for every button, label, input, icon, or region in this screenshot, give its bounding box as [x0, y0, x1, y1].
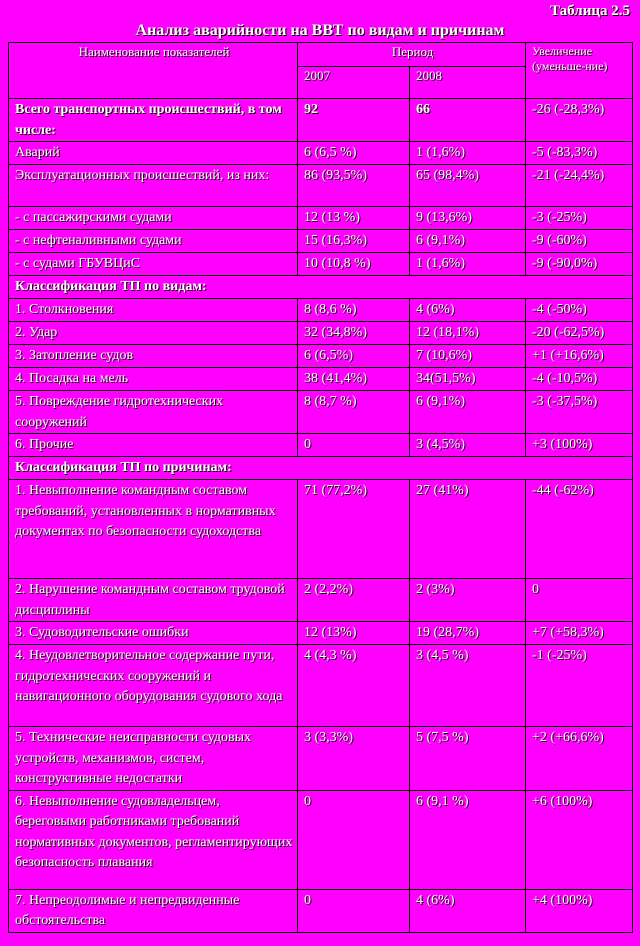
table-row: [9, 790, 633, 889]
header-year-2008: 2008: [410, 67, 526, 99]
table-number: Таблица 2.5: [550, 3, 630, 19]
value-2007: 2 (2,2%): [298, 579, 410, 622]
row-label: 6. Прочие: [9, 434, 298, 457]
section-title-types: Классификация ТП по видам:: [9, 276, 633, 299]
value-change: -44 (-62%): [526, 480, 633, 579]
row-label: Аварий: [9, 142, 298, 165]
value-2007: 0: [298, 790, 410, 889]
table-row: [9, 645, 633, 727]
table-row: [9, 299, 633, 322]
row-label: 4. Посадка на мель: [9, 368, 298, 391]
value-2008: 9 (13,6%): [410, 207, 526, 230]
row-label: 2. Нарушение командным составом трудовой дисциплины: [9, 579, 298, 622]
value-change: +7 (+58,3%): [526, 622, 633, 645]
value-2008: 4 (6%): [410, 889, 526, 932]
value-2007: 15 (16,3%): [298, 230, 410, 253]
value-change: -3 (-25%): [526, 207, 633, 230]
table-row: [9, 889, 633, 932]
table-row: [9, 579, 633, 622]
value-2008: 66: [410, 99, 526, 142]
value-2007: 12 (13 %): [298, 207, 410, 230]
value-change: -9 (-90,0%): [526, 253, 633, 276]
value-2007: 0: [298, 889, 410, 932]
value-change: -20 (-62,5%): [526, 322, 633, 345]
header-indicator: Наименование показателей: [9, 43, 298, 99]
value-2007: 8 (8,6 %): [298, 299, 410, 322]
value-2008: 2 (3%): [410, 579, 526, 622]
value-2008: 1 (1,6%): [410, 253, 526, 276]
value-change: +1 (+16,6%): [526, 345, 633, 368]
section-row: [9, 276, 633, 299]
value-2008: 7 (10,6%): [410, 345, 526, 368]
value-2007: 92: [298, 99, 410, 142]
value-2007: 12 (13%): [298, 622, 410, 645]
value-2007: 86 (93,5%): [298, 165, 410, 207]
value-2007: 32 (34,8%): [298, 322, 410, 345]
table-row: [9, 142, 633, 165]
value-2008: 5 (7,5 %): [410, 727, 526, 791]
value-2008: 34(51,5%): [410, 368, 526, 391]
row-label: 1. Невыполнение командным составом требований, установленных в нормативных документах по безопасности судоходства: [9, 480, 298, 579]
value-2008: 4 (6%): [410, 299, 526, 322]
table-title: Анализ аварийности на ВВТ по видам и причинам: [135, 22, 505, 39]
value-2008: 1 (1,6%): [410, 142, 526, 165]
value-change: -4 (-10,5%): [526, 368, 633, 391]
value-2007: 8 (8,7 %): [298, 391, 410, 434]
value-2008: 3 (4,5%): [410, 434, 526, 457]
value-change: +4 (100%): [526, 889, 633, 932]
row-label: 7. Непреодолимые и непредвиденные обстоятельства: [9, 889, 298, 932]
table-row: [9, 345, 633, 368]
table-row: [9, 253, 633, 276]
value-2008: 6 (9,1%): [410, 391, 526, 434]
row-label: 5. Технические неисправности судовых устройств, механизмов, систем, конструктивные недостатки: [9, 727, 298, 791]
value-2008: 3 (4,5 %): [410, 645, 526, 727]
row-label: 5. Повреждение гидротехнических сооружений: [9, 391, 298, 434]
header-year-2007: 2007: [298, 67, 410, 99]
value-change: +6 (100%): [526, 790, 633, 889]
value-2007: 6 (6,5%): [298, 345, 410, 368]
table-row: [9, 480, 633, 579]
section-row: [9, 457, 633, 480]
value-2007: 38 (41,4%): [298, 368, 410, 391]
value-change: +3 (100%): [526, 434, 633, 457]
value-2007: 10 (10,8 %): [298, 253, 410, 276]
table-row: [9, 165, 633, 207]
value-change: 0: [526, 579, 633, 622]
table-row: [9, 368, 633, 391]
header-period: Период: [298, 43, 526, 67]
table-row: [9, 622, 633, 645]
row-label: 3. Затопление судов: [9, 345, 298, 368]
value-2007: 3 (3,3%): [298, 727, 410, 791]
row-label: - с пассажирскими судами: [9, 207, 298, 230]
value-2007: 0: [298, 434, 410, 457]
value-change: -4 (-50%): [526, 299, 633, 322]
row-label: 3. Судоводительские ошибки: [9, 622, 298, 645]
value-2008: 12 (18,1%): [410, 322, 526, 345]
row-label: - с судами ГБУВЦиС: [9, 253, 298, 276]
row-label: Всего транспортных происшествий, в том числе:: [9, 99, 298, 142]
value-2008: 6 (9,1 %): [410, 790, 526, 889]
value-change: -3 (-37,5%): [526, 391, 633, 434]
table-row: [9, 391, 633, 434]
value-change: -1 (-25%): [526, 645, 633, 727]
value-change: -5 (-83,3%): [526, 142, 633, 165]
table-row: [9, 230, 633, 253]
table-row: [9, 322, 633, 345]
value-2007: 71 (77,2%): [298, 480, 410, 579]
table-row: [9, 207, 633, 230]
value-change: +2 (+66,6%): [526, 727, 633, 791]
row-label: 1. Столкновения: [9, 299, 298, 322]
accident-analysis-table: [8, 42, 633, 933]
table-row: [9, 99, 633, 142]
value-change: -21 (-24,4%): [526, 165, 633, 207]
value-change: -9 (-60%): [526, 230, 633, 253]
value-2007: 4 (4,3 %): [298, 645, 410, 727]
row-label: - с нефтеналивными судами: [9, 230, 298, 253]
value-2008: 65 (98,4%): [410, 165, 526, 207]
row-label: 4. Неудовлетворительное содержание пути, гидротехнических сооружений и навигационного оборудования судового хода: [9, 645, 298, 727]
row-label: Эксплуатационных происшествий, из них:: [9, 165, 298, 207]
value-2007: 6 (6,5 %): [298, 142, 410, 165]
table-row: [9, 434, 633, 457]
value-2008: 6 (9,1%): [410, 230, 526, 253]
table-row: [9, 727, 633, 791]
row-label: 2. Удар: [9, 322, 298, 345]
row-label: 6. Невыполнение судовладельцем, береговыми работниками требований нормативных документов, регламентирующих безопасность плавания: [9, 790, 298, 889]
header-change: Увеличение (уменьше-ние): [526, 43, 633, 99]
section-title-causes: Классификация ТП по причинам:: [9, 457, 633, 480]
value-change: -26 (-28,3%): [526, 99, 633, 142]
value-2008: 27 (41%): [410, 480, 526, 579]
value-2008: 19 (28,7%): [410, 622, 526, 645]
